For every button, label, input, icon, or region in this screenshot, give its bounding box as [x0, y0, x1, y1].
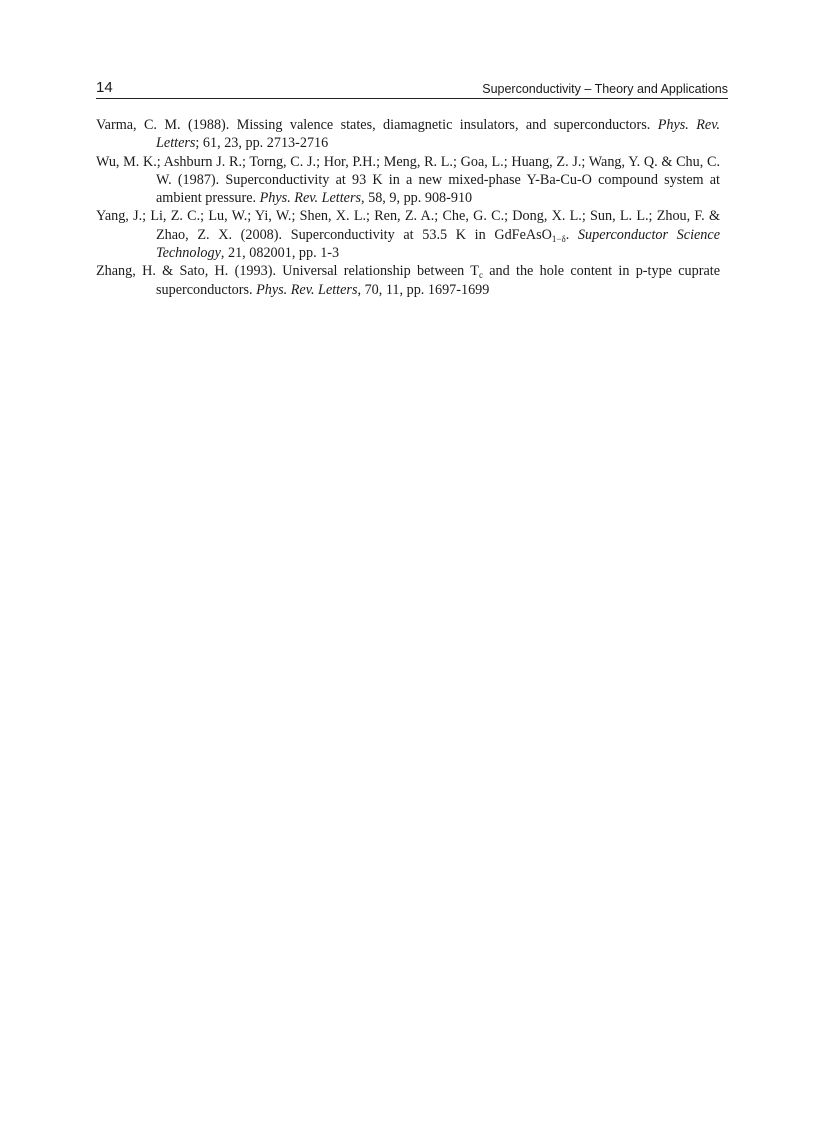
reference-entry	[96, 262, 720, 299]
reference-list	[96, 116, 720, 299]
reference-text-after: and the hole content in p-type cuprate superconductors.	[156, 263, 720, 298]
reference-journal: Phys. Rev. Letters	[256, 281, 358, 298]
reference-entry	[96, 116, 720, 153]
reference-subscript: c	[478, 270, 483, 281]
reference-journal: Superconductor Science Technology	[156, 226, 720, 262]
running-title: Superconductivity – Theory and Applications	[482, 82, 728, 96]
reference-details: , 70, 11, pp. 1697-1699	[357, 281, 490, 298]
reference-entry	[96, 207, 720, 262]
reference-details: , 21, 082001, pp. 1-3	[220, 245, 340, 262]
reference-text: Zhang, H. & Sato, H. (1993). Universal relationship between T	[96, 263, 479, 280]
reference-text: Varma, C. M. (1988). Missing valence states, diamagnetic insulators, and superconductors.	[96, 117, 658, 133]
reference-details: , 58, 9, pp. 908-910	[361, 190, 473, 207]
page-header	[96, 78, 728, 99]
reference-text: Yang, J.; Li, Z. C.; Lu, W.; Yi, W.; Shen, X. L.; Ren, Z. A.; Che, G. C.; Dong, X. L.; Sun, L. L.; Zhou, F. & Zhao, Z. X. (2008). Superconductivity at 53.5 K in GdFeAsO	[96, 208, 720, 243]
reference-entry	[96, 153, 720, 208]
reference-text-after: .	[565, 226, 578, 243]
reference-details: ; 61, 23, pp. 2713-2716	[195, 135, 329, 152]
reference-journal: Phys. Rev. Letters	[259, 190, 362, 207]
reference-text: Wu, M. K.; Ashburn J. R.; Torng, C. J.; Hor, P.H.; Meng, R. L.; Goa, L.; Huang, Z. J.; Wang, Y. Q. & Chu, C. W. (1987). Superconductivity at 93 K in a new mixed-phase Y-Ba-Cu-O compound system at ambient pressure.	[96, 153, 720, 207]
reference-journal: Phys. Rev. Letters	[156, 117, 720, 152]
page-number: 14	[96, 79, 113, 96]
reference-subscript: 1−δ	[551, 233, 566, 244]
